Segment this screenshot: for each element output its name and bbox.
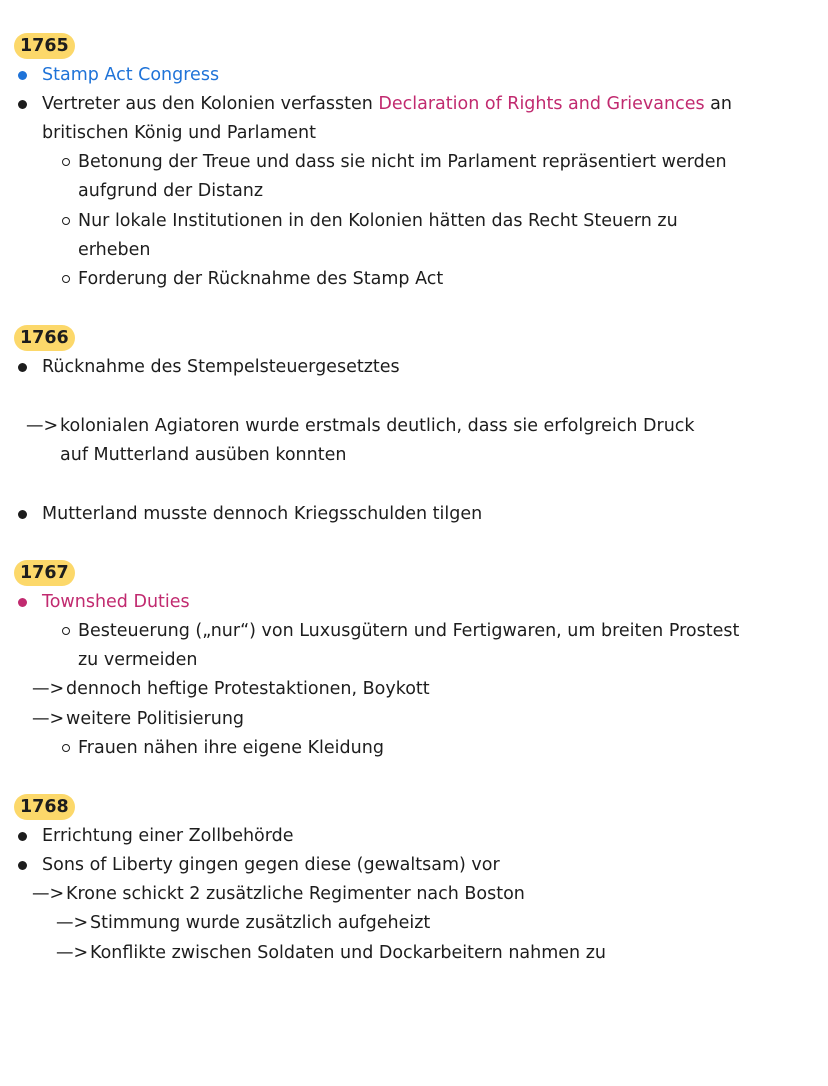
bullet-icon xyxy=(18,71,27,80)
arrow-right-icon: —> xyxy=(56,943,89,963)
bullet-icon xyxy=(18,832,27,841)
arrow-right-icon: —> xyxy=(32,884,65,904)
bullet-icon xyxy=(18,363,27,372)
arrow-text: Krone schickt 2 zusätzliche Regimenter nach Boston xyxy=(66,884,525,904)
sub-bullet-icon xyxy=(62,744,70,752)
year-label-1767: 1767 xyxy=(14,560,75,586)
bullet-text: Errichtung einer Zollbehörde xyxy=(42,826,294,846)
year-label-1766: 1766 xyxy=(14,325,75,351)
arrow-right-icon: —> xyxy=(26,416,59,436)
bullet-icon xyxy=(18,100,27,109)
sub-bullet-text-continued: aufgrund der Distanz xyxy=(78,181,264,201)
bullet-text: Stamp Act Congress xyxy=(42,65,220,85)
sub-bullet-icon xyxy=(62,275,70,283)
bullet-text: Townshed Duties xyxy=(42,592,190,612)
bullet-text: Sons of Liberty gingen gegen diese (gewaltsam) vor xyxy=(42,855,500,875)
arrow-text-continued: auf Mutterland ausüben konnten xyxy=(60,445,347,465)
sub-bullet-icon xyxy=(62,217,70,225)
bullet-icon xyxy=(18,861,27,870)
sub-bullet-text: Forderung der Rücknahme des Stamp Act xyxy=(78,269,444,289)
bullet-icon xyxy=(18,510,27,519)
arrow-text: weitere Politisierung xyxy=(66,709,245,729)
bullet-text: Vertreter aus den Kolonien verfassten xyxy=(42,94,379,114)
sub-bullet-text-continued: zu vermeiden xyxy=(78,650,198,670)
sub-bullet-icon xyxy=(62,158,70,166)
sub-bullet-text-continued: erheben xyxy=(78,240,151,260)
year-label-1765: 1765 xyxy=(14,33,75,59)
sub-bullet-icon xyxy=(62,627,70,635)
arrow-text: Stimmung wurde zusätzlich aufgeheizt xyxy=(90,913,431,933)
bullet-icon xyxy=(18,598,27,607)
bullet-text: Rücknahme des Stempelsteuergesetztes xyxy=(42,357,400,377)
arrow-right-icon: —> xyxy=(32,709,65,729)
sub-bullet-text: Frauen nähen ihre eigene Kleidung xyxy=(78,738,384,758)
bullet-text: Mutterland musste dennoch Kriegsschulden tilgen xyxy=(42,504,483,524)
highlight-term: Declaration of Rights and Grievances xyxy=(378,94,705,114)
arrow-right-icon: —> xyxy=(32,679,65,699)
arrow-text: Konflikte zwischen Soldaten und Dockarbeitern nahmen zu xyxy=(90,943,606,963)
year-label-1768: 1768 xyxy=(14,794,75,820)
sub-bullet-text: Nur lokale Institutionen in den Kolonien hätten das Recht Steuern zu xyxy=(78,211,678,231)
bullet-text-end: an xyxy=(704,94,732,114)
bullet-text-continued: britischen König und Parlament xyxy=(42,123,316,143)
arrow-text: dennoch heftige Protestaktionen, Boykott xyxy=(66,679,430,699)
arrow-text: kolonialen Agiatoren wurde erstmals deutlich, dass sie erfolgreich Druck xyxy=(60,416,695,436)
sub-bullet-text: Besteuerung („nur“) von Luxusgütern und Fertigwaren, um breiten Prostest xyxy=(78,621,740,641)
sub-bullet-text: Betonung der Treue und dass sie nicht im Parlament repräsentiert werden xyxy=(78,152,727,172)
arrow-right-icon: —> xyxy=(56,913,89,933)
